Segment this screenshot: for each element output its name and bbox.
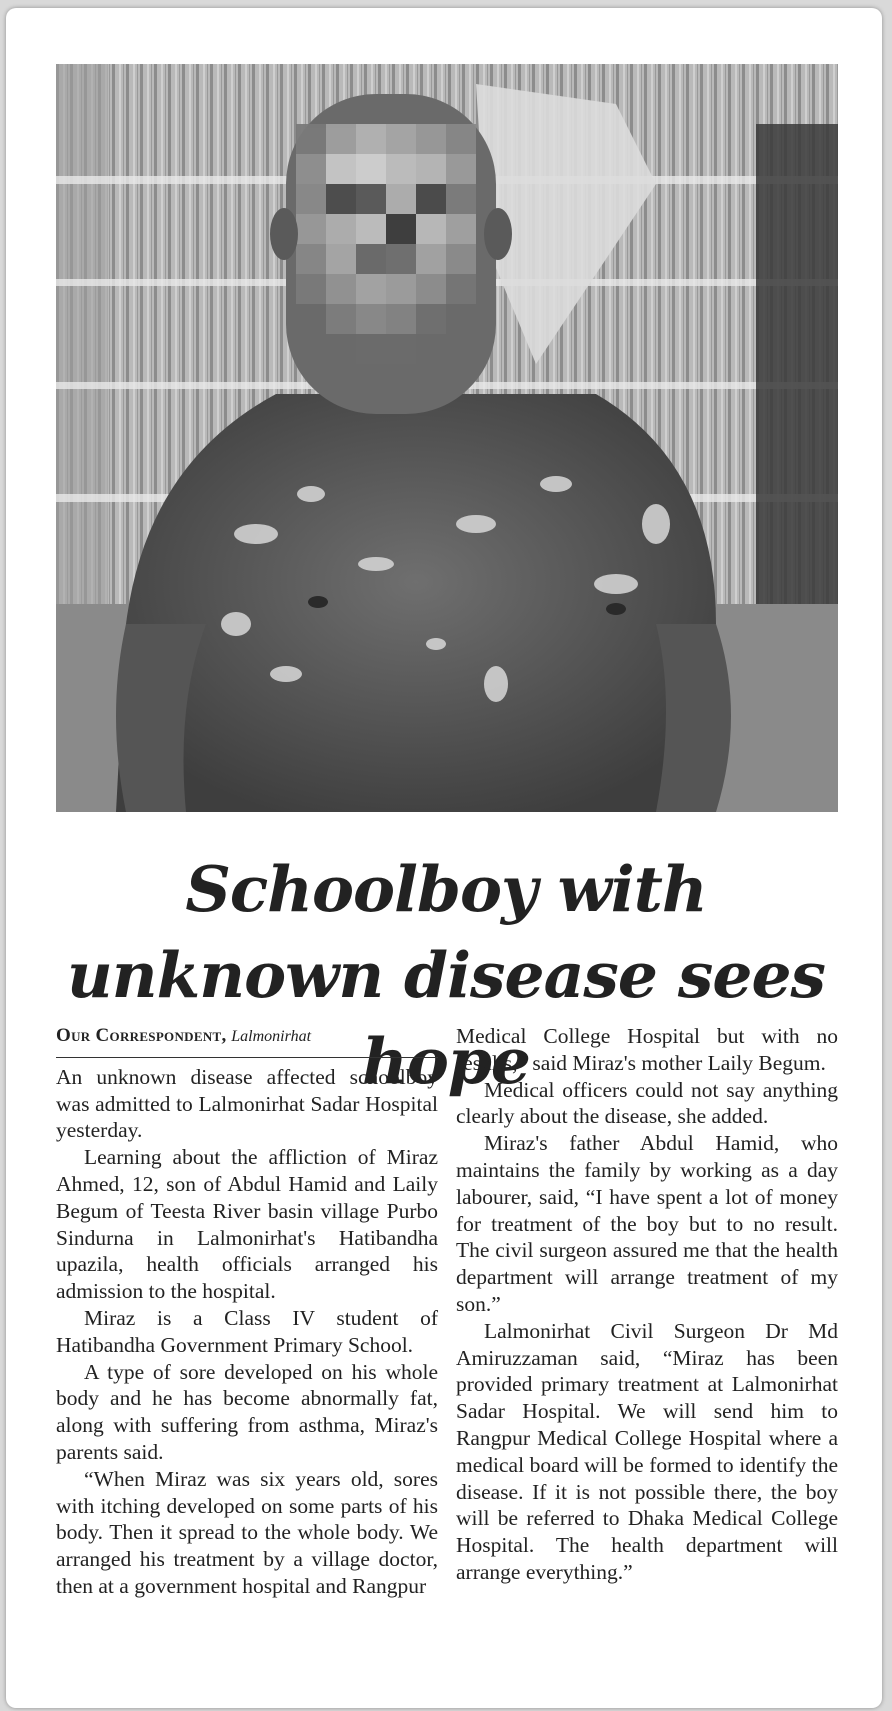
headline: Schoolboy with unknown disease sees hope bbox=[67, 852, 825, 1098]
byline bbox=[56, 1023, 438, 1058]
paragraph: Miraz's father Abdul Hamid, who maintains the family by working as a day labourer, said, “I have spent a lot of money for treatment of the boy but to no result. The civil surgeon assured me that the health department will arrange treatment of my son.” bbox=[456, 1131, 838, 1316]
paragraph: An unknown disease affected schoolboy was admitted to Lalmonirhat Sadar Hospital yesterday. bbox=[56, 1064, 438, 1143]
article-photo bbox=[56, 64, 838, 812]
paragraph: Medical College Hospital but with no results,” said Miraz's mother Laily Begum. bbox=[456, 1024, 838, 1075]
byline-location: Lalmonirhat bbox=[231, 1028, 312, 1045]
byline-correspondent: Our Correspondent, bbox=[56, 1025, 227, 1046]
pixelated-face bbox=[270, 94, 512, 414]
paragraph: A type of sore developed on his whole body and he has become abnormally fat, along with suffering from asthma, Miraz's parents said. bbox=[56, 1359, 438, 1464]
boy-photo-illustration bbox=[56, 64, 838, 812]
paragraph: Lalmonirhat Civil Surgeon Dr Md Amiruzzaman said, “Miraz has been provided primary treatment at Lalmonirhat Sadar Hospital. We will send him to Rangpur Medical College Hospital where a medical board will be formed to identify the disease. If it is not possible there, the boy will be referred to Dhaka Medical College Hospital. The health department will arrange everything.” bbox=[456, 1318, 838, 1584]
news-clipping bbox=[6, 8, 882, 1708]
paragraph: Medical officers could not say anything clearly about the disease, she added. bbox=[456, 1077, 838, 1129]
paragraph: Learning about the affliction of Miraz Ahmed, 12, son of Abdul Hamid and Laily Begum of Teesta River basin village Purbo Sindurna in Lalmonirhat's Hatibandha upazila, health officials arranged his admission to the hospital. bbox=[56, 1145, 438, 1304]
paragraph: Miraz is a Class IV student of Hatibandha Government Primary School. bbox=[56, 1305, 438, 1357]
article-column-right bbox=[456, 1023, 838, 1586]
article-column-left bbox=[56, 1023, 438, 1600]
paragraph: “When Miraz was six years old, sores with itching developed on some parts of his body. Then it spread to the whole body. We arranged his treatment by a village doctor, then at a government hospital and Rangpur bbox=[56, 1466, 438, 1598]
